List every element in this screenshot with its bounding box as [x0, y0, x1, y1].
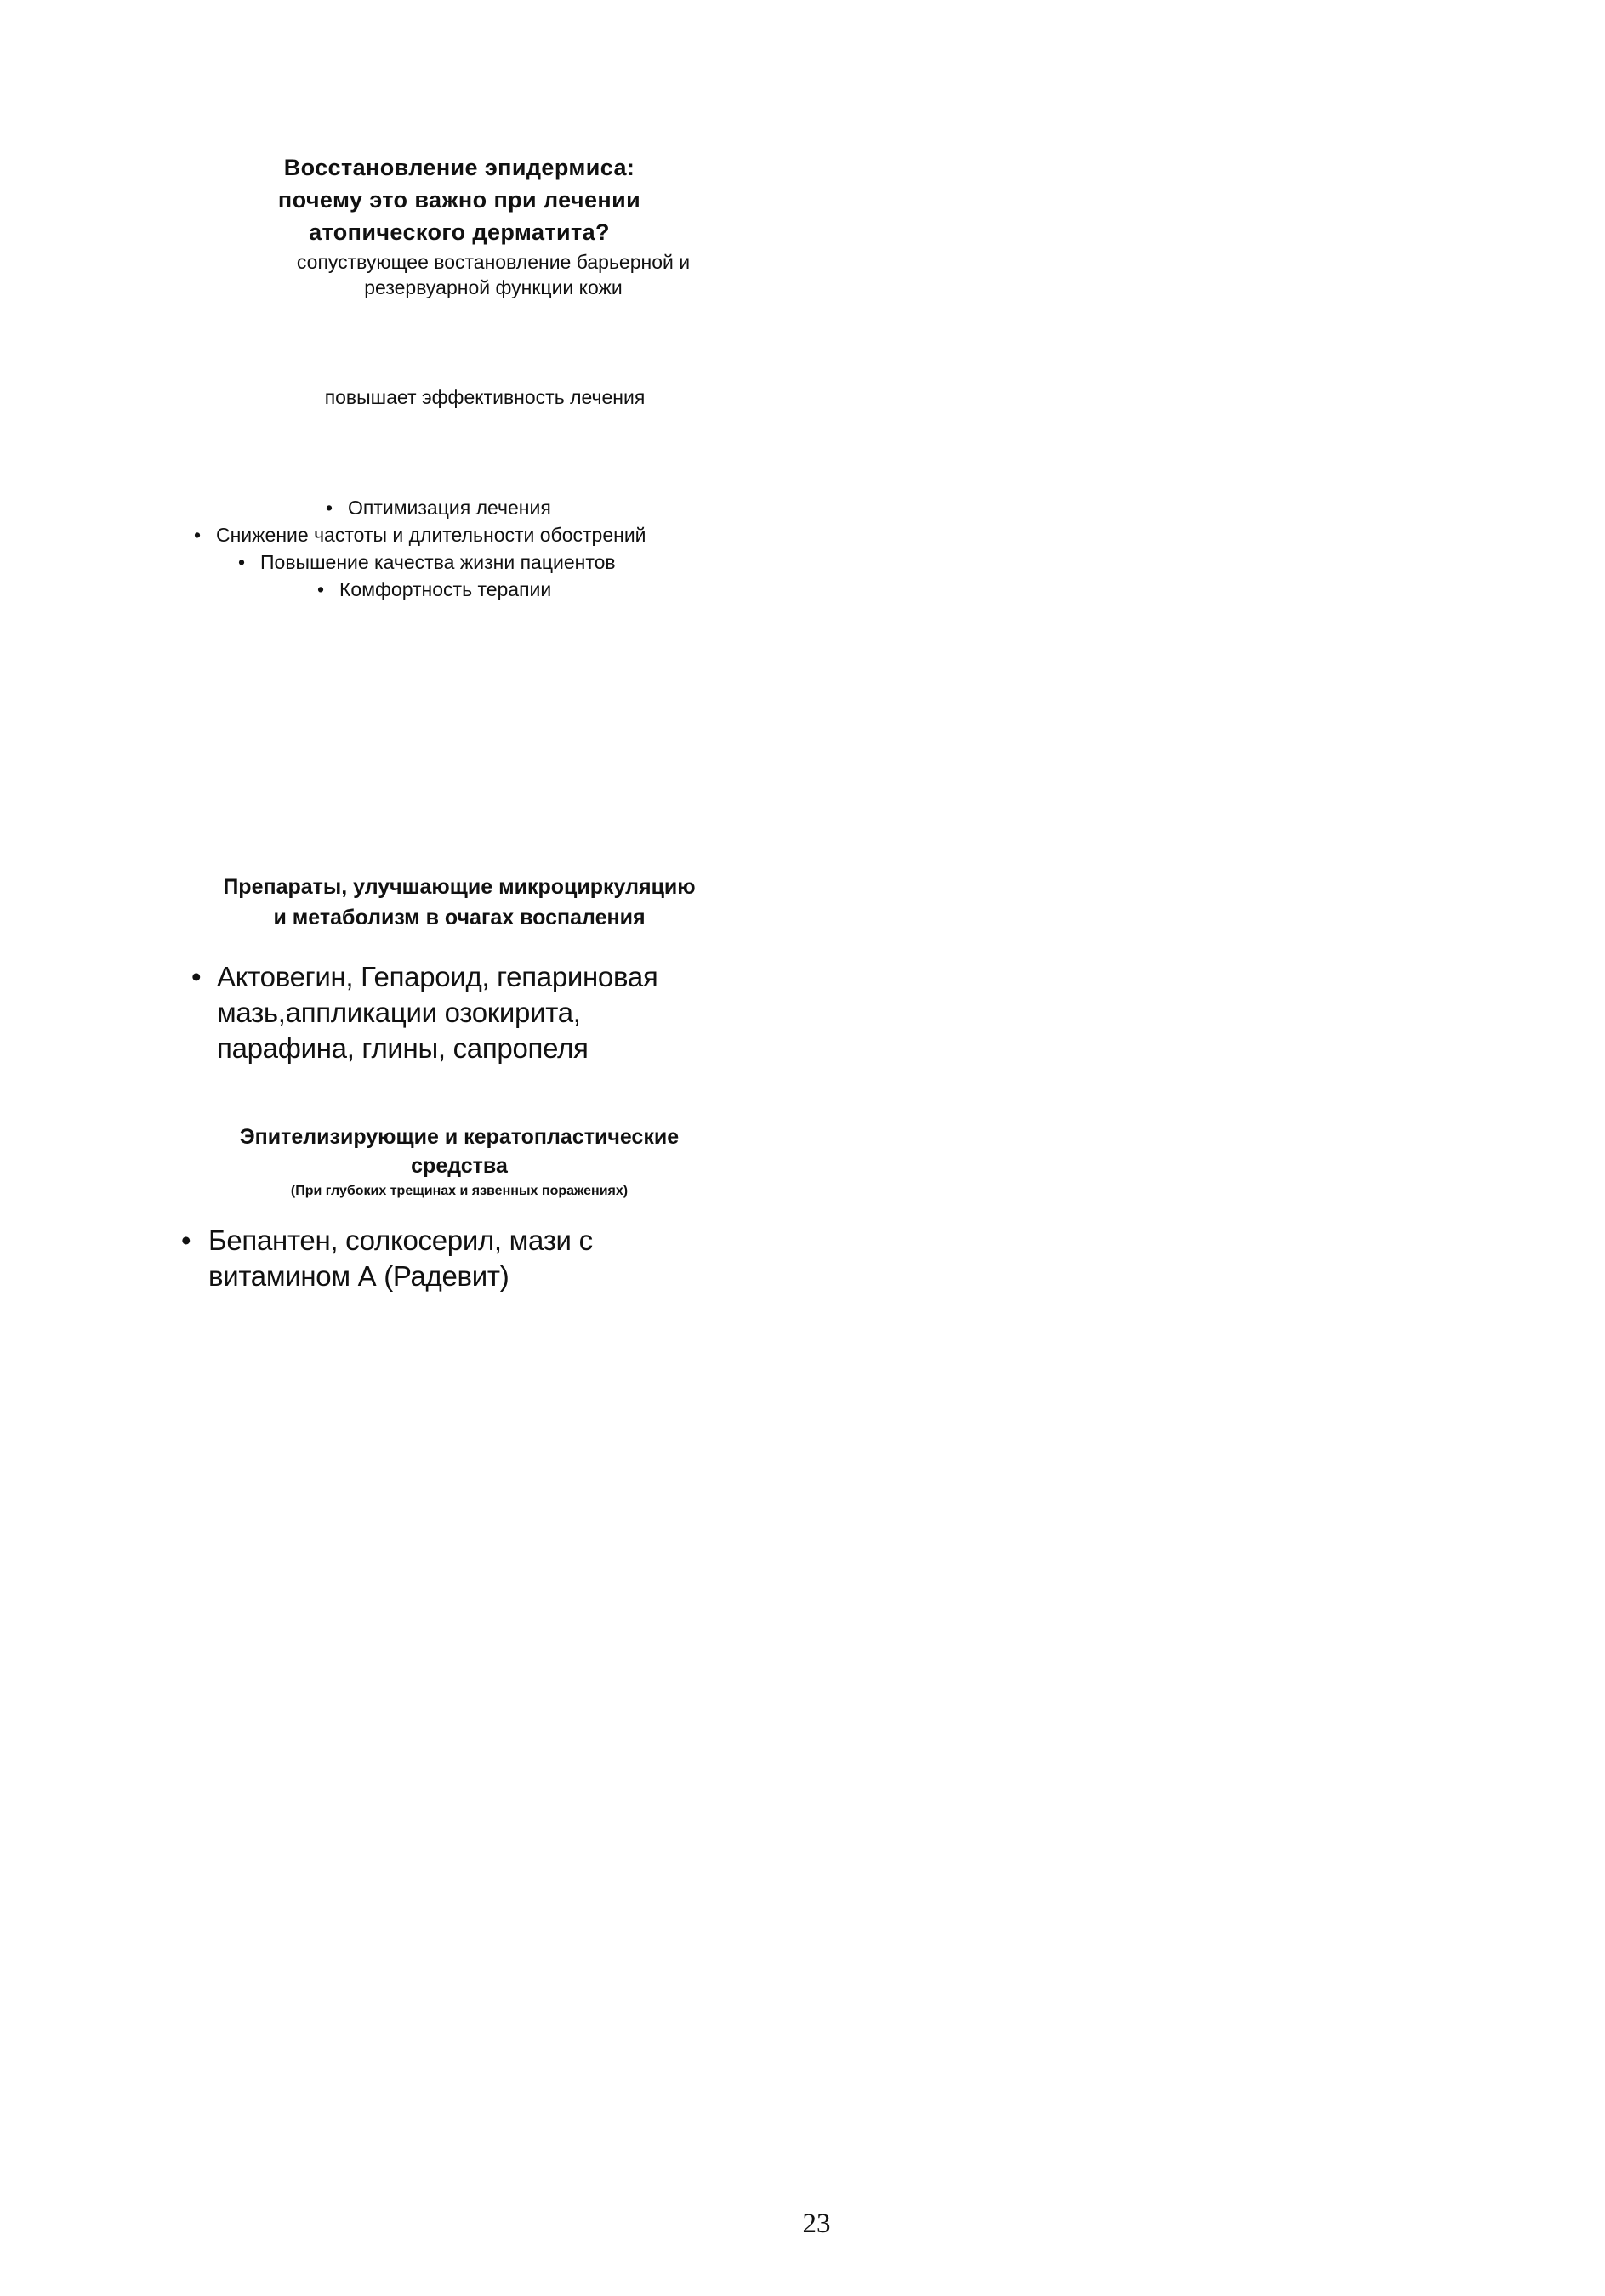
slide2-title-line: Препараты, улучшающие микроциркуляцию: [223, 875, 696, 899]
slide1-bullet-item: [317, 576, 551, 603]
slide1-title-line: атопического дерматита?: [309, 219, 610, 245]
page-number: 23: [802, 2208, 831, 2239]
bullet-icon: •: [238, 551, 246, 573]
bullet-text: Оптимизация лечения: [348, 497, 551, 519]
bullet-icon: •: [191, 961, 202, 992]
bullet-icon: •: [181, 1225, 191, 1256]
bullet-text: Повышение качества жизни пациентов: [260, 551, 616, 573]
slide1-bullet-item: [194, 521, 646, 548]
slide1-subtitle-line: сопуствующее востановление барьерной и: [296, 251, 691, 273]
slide3-note: (При глубоких трещинах и язвенных поражениях): [290, 1184, 629, 1198]
bullet-icon: •: [326, 497, 333, 519]
slide2-title: [162, 872, 757, 933]
slide2-bullet-item: [191, 959, 736, 1066]
slide3-title-line: Эпителизирующие и кератопластические: [239, 1125, 680, 1149]
bullet-text-line: витамином А (Радевит): [208, 1260, 509, 1292]
bullet-text-line: Бепантен, солкосерил, мази с: [208, 1225, 593, 1256]
slide1-title-line: почему это важно при лечении: [277, 187, 641, 213]
slide3-title: [170, 1122, 748, 1180]
bullet-icon: •: [317, 578, 325, 600]
slide1-bullet-item: [326, 494, 551, 521]
bullet-text-line: мазь,аппликации озокирита,: [217, 997, 581, 1028]
slide2-title-line: и метаболизм в очагах воспаления: [273, 906, 646, 929]
slide1-subtitle: [247, 249, 740, 300]
slide1-bullet-item: [238, 548, 616, 576]
slide3-title-line: средства: [411, 1154, 508, 1178]
bullet-icon: •: [194, 524, 202, 546]
slide1-title: [213, 151, 706, 248]
slide1-effect: повышает эффективность лечения: [324, 386, 646, 408]
slide1-subtitle-line: резервуарной функции кожи: [364, 276, 623, 298]
bullet-text: Снижение частоты и длительности обострений: [216, 524, 646, 546]
slide1-title-line: Восстановление эпидермиса:: [283, 155, 635, 180]
bullet-text-line: парафина, глины, сапропеля: [217, 1032, 589, 1064]
bullet-text-line: Актовегин, Гепароид, гепариновая: [217, 961, 658, 992]
slide3-bullet-item: [181, 1223, 726, 1294]
bullet-text: Комфортность терапии: [339, 578, 552, 600]
